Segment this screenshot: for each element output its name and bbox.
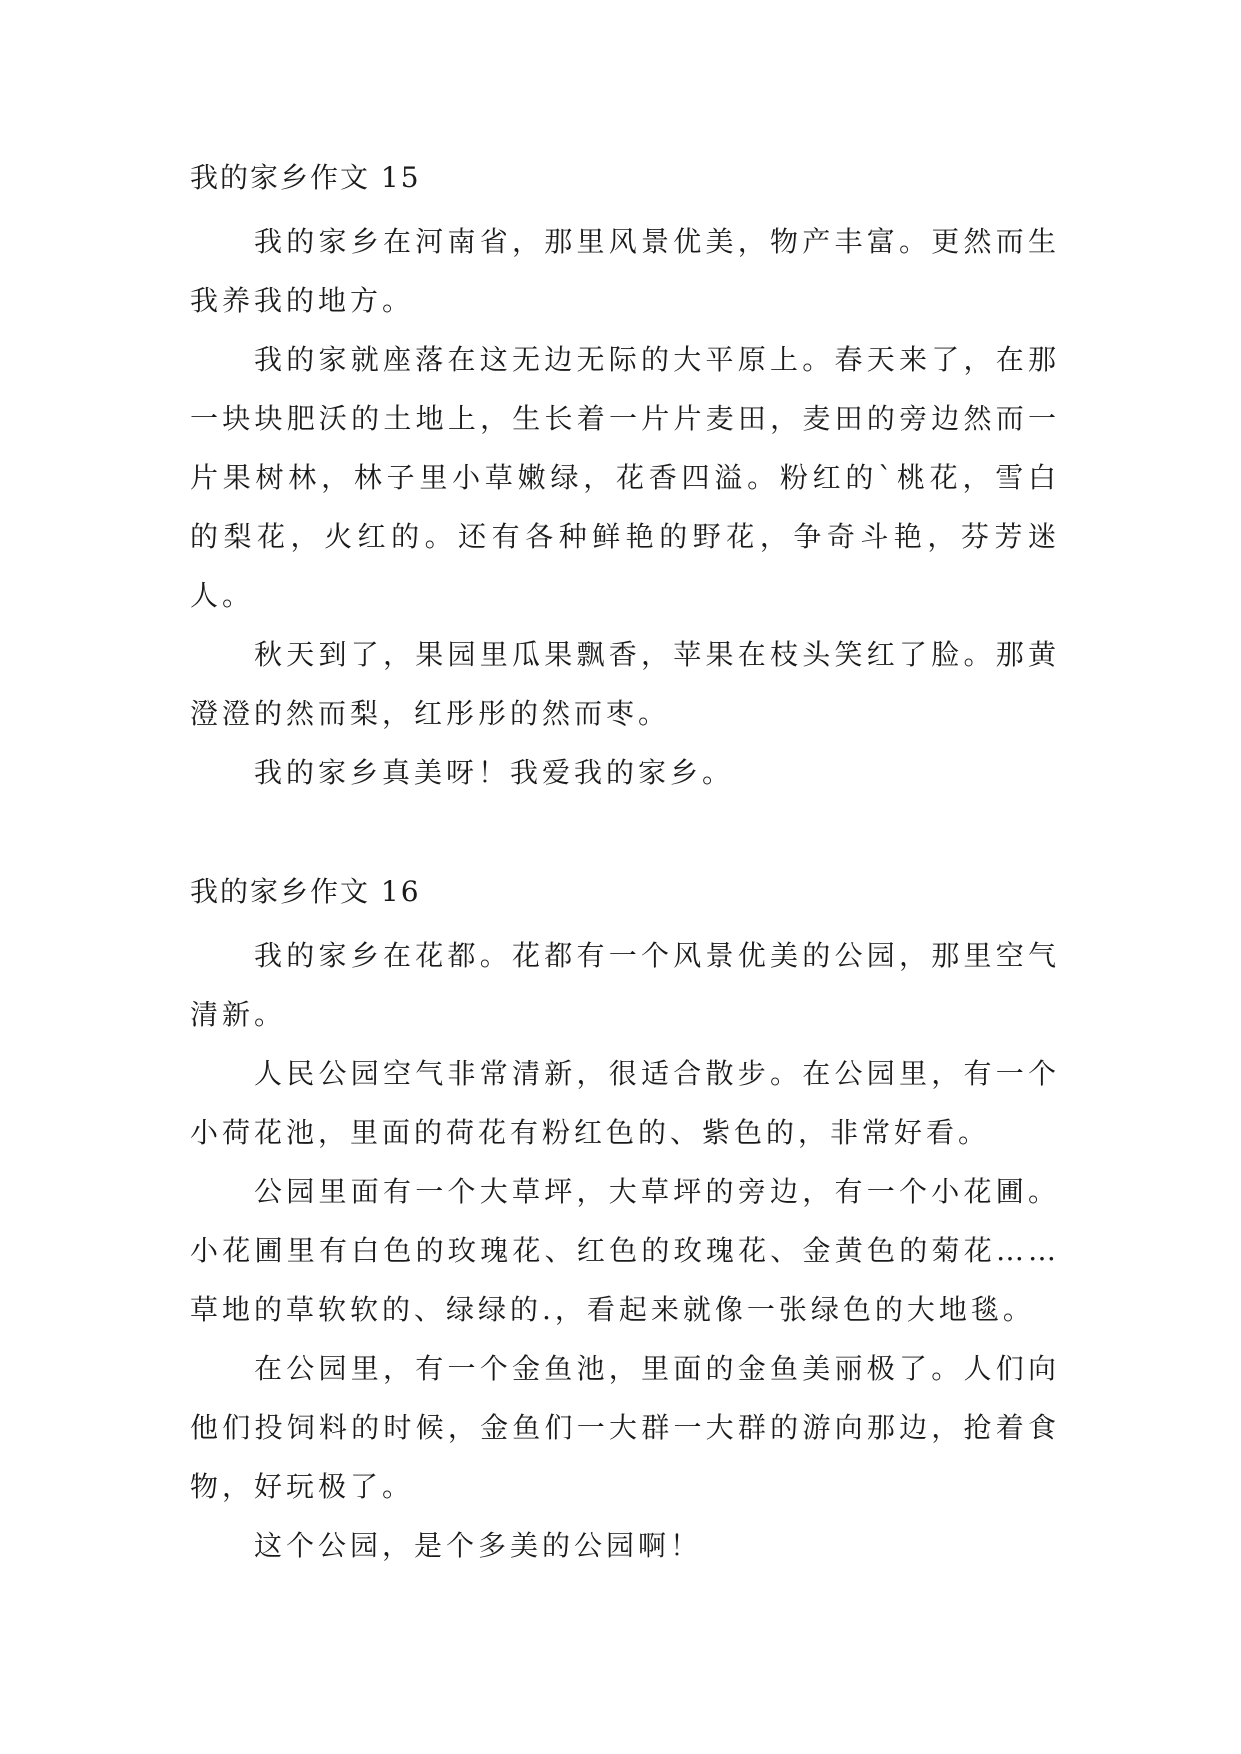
essay-title: 我的家乡作文 15: [190, 161, 421, 194]
essay-15: [190, 158, 1060, 802]
paragraph: 我的家乡真美呀！我爱我的家乡。: [254, 756, 735, 789]
essay-16: [190, 872, 1060, 1575]
paragraph: 在公园里，有一个金鱼池，里面的金鱼美丽极了。人们向他们投饲料的时候，金鱼们一大群一大群的游向那边，抢着食物，好玩极了。: [190, 1352, 1060, 1503]
paragraph: 秋天到了，果园里瓜果飘香，苹果在枝头笑红了脸。那黄澄澄的然而梨，红彤彤的然而枣。: [190, 638, 1060, 730]
paragraph: 公园里面有一个大草坪，大草坪的旁边，有一个小花圃。小花圃里有白色的玫瑰花、红色的玫瑰花、金黄色的菊花……草地的草软软的、绿绿的.，看起来就像一张绿色的大地毯。: [190, 1175, 1060, 1326]
paragraph: 我的家乡在花都。花都有一个风景优美的公园，那里空气清新。: [190, 939, 1060, 1031]
paragraph: 这个公园，是个多美的公园啊！: [254, 1529, 703, 1562]
essay-title: 我的家乡作文 16: [190, 875, 421, 908]
paragraph: 我的家乡在河南省，那里风景优美，物产丰富。更然而生我养我的地方。: [190, 225, 1060, 317]
paragraph: 人民公园空气非常清新，很适合散步。在公园里，有一个小荷花池，里面的荷花有粉红色的、紫色的，非常好看。: [190, 1057, 1060, 1149]
document-page: [190, 158, 1060, 1575]
paragraph: 我的家就座落在这无边无际的大平原上。春天来了，在那一块块肥沃的土地上，生长着一片片麦田，麦田的旁边然而一片果树林，林子里小草嫩绿，花香四溢。粉红的`桃花，雪白的梨花，火红的。还有各种鲜艳的野花，争奇斗艳，芬芳迷人。: [190, 343, 1060, 612]
